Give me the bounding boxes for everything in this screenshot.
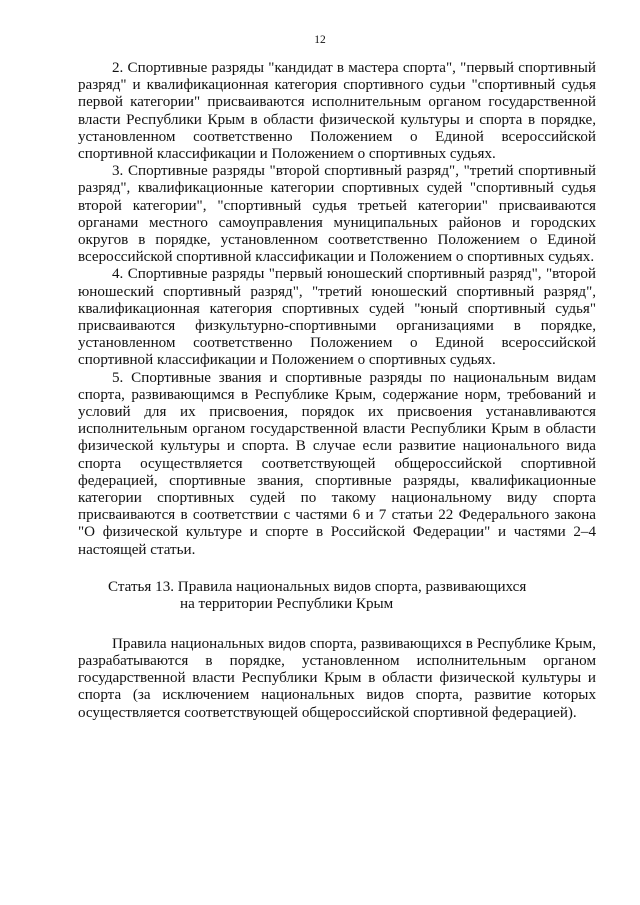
article-13-body: Правила национальных видов спорта, развивающихся в Республике Крым, разрабатываются в порядке, установленном исполнительным органом государственной власти Республики Крым в области физической культуры и спорта (за исключением национальных видов спорта, развитие которых осуществляется соответствующей общероссийской спортивной федерацией). xyxy=(78,635,596,721)
document-body xyxy=(78,60,596,722)
paragraph-5: 5. Спортивные звания и спортивные разряды по национальным видам спорта, развивающимся в Республике Крым, содержание норм, требований и условий для их присвоения, порядок их присвоения устанавливаются исполнительным органом государственной власти Республики Крым в области физической культуры и спорта. В случае если развитие национального вида спорта осуществляется соответствующей общероссийской спортивной федерацией, спортивные звания, спортивные разряды, квалификационные категории спортивных судей по такому национальному виду спорта присваиваются в соответствии с частями 6 и 7 статьи 22 Федерального закона "О физической культуре и спорте в Российской Федерации" и частями 2–4 настоящей статьи. xyxy=(78,369,596,558)
paragraph-3: 3. Спортивные разряды "второй спортивный разряд", "третий спортивный разряд", квалификационные категории спортивных судей "спортивный судья второй категории", "спортивный судья третьей категории" присваиваются органами местного самоуправления муниципальных районов и городских округов в порядке, установленном соответственно Положением о Единой всероссийской спортивной классификации и Положением о спортивных судьях. xyxy=(78,163,596,266)
paragraph-2: 2. Спортивные разряды "кандидат в мастера спорта", "первый спортивный разряд" и квалификационная категория спортивного судьи "спортивный судья первой категории" присваиваются исполнительным органом государственной власти Республики Крым в области физической культуры и спорта в порядке, установленном соответственно Положением о Единой всероссийской спортивной классификации и Положением о спортивных судьях. xyxy=(78,60,596,163)
article-13-heading xyxy=(78,579,596,614)
article-13-heading-line2: на территории Республики Крым xyxy=(180,596,394,613)
paragraph-4: 4. Спортивные разряды "первый юношеский спортивный разряд", "второй юношеский спортивный разряд", "третий юношеский спортивный разряд", квалификационная категория спортивных судей "юный спортивный судья" присваиваются физкультурно-спортивными организациями в порядке, установленном соответственно Положением о Единой всероссийской спортивной классификации и Положением о спортивных судьях. xyxy=(78,266,596,369)
article-13-heading-line1: Статья 13. Правила национальных видов спорта, развивающихся xyxy=(108,578,527,595)
page-number: 12 xyxy=(314,34,326,46)
